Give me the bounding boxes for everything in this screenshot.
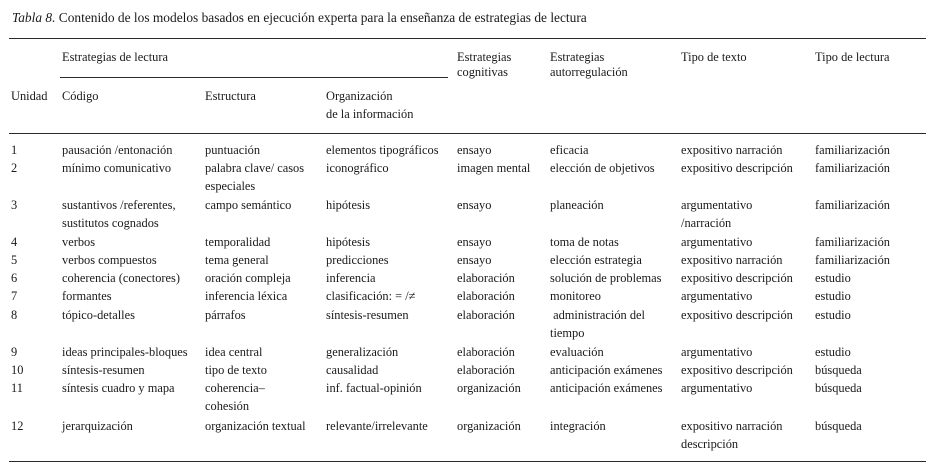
cell-organizacion-line: inferencia: [326, 271, 376, 285]
cell-estructura: [205, 141, 260, 159]
cell-cognitivas: [457, 361, 515, 379]
cell-estructura-line: campo semántico: [205, 198, 292, 212]
cell-estructura: [205, 417, 306, 435]
cell-tipo-texto-line: argumentativo: [681, 198, 753, 212]
cell-tipo-lectura-line: estudio: [815, 308, 851, 322]
cell-estructura-line: organización textual: [205, 419, 306, 433]
cell-estructura-line: inferencia léxica: [205, 289, 288, 303]
cell-cognitivas-line: ensayo: [457, 235, 492, 249]
cell-estructura-line: idea central: [205, 345, 263, 359]
cell-tipo-lectura-line: estudio: [815, 345, 851, 359]
cell-autorregulacion-line: evaluación: [550, 345, 604, 359]
table-top-rule: [9, 38, 926, 39]
cell-estructura-line: cohesión: [205, 399, 250, 413]
cell-tipo-texto-line: argumentativo: [681, 235, 753, 249]
cell-organizacion-line: hipótesis: [326, 198, 371, 212]
cell-codigo-line: síntesis cuadro y mapa: [62, 381, 175, 395]
cell-tipo-lectura: [815, 269, 851, 287]
cell-codigo: [62, 159, 171, 177]
cell-codigo-line: formantes: [62, 289, 112, 303]
cell-autorregulacion: [550, 306, 645, 342]
cell-cognitivas: [457, 343, 515, 361]
cell-organizacion: [326, 159, 389, 177]
cell-tipo-lectura: [815, 141, 890, 159]
cell-unidad: 10: [11, 363, 24, 377]
cell-estructura-line: tema general: [205, 253, 269, 267]
cell-tipo-lectura-line: búsqueda: [815, 381, 862, 395]
cell-estructura: [205, 233, 270, 251]
cell-tipo-texto-line: argumentativo: [681, 381, 753, 395]
cell-cognitivas: [457, 251, 491, 269]
cell-cognitivas: [457, 379, 521, 397]
cell-organizacion-line: síntesis-resumen: [326, 308, 409, 322]
cell-autorregulacion-line: anticipación exámenes: [550, 363, 663, 377]
cell-organizacion: [326, 306, 409, 324]
cell-tipo-texto-line: argumentativo: [681, 289, 753, 303]
cell-organizacion: [326, 361, 378, 379]
cell-organizacion: [326, 417, 428, 435]
cell-cognitivas: [457, 141, 491, 159]
cell-estructura: [205, 379, 265, 415]
cell-unidad: 12: [11, 419, 24, 433]
cell-tipo-lectura-line: estudio: [815, 289, 851, 303]
cell-unidad: 8: [11, 308, 18, 322]
cell-codigo: [62, 141, 172, 159]
cell-estructura: [205, 196, 291, 214]
header-bottom-rule: [9, 133, 926, 134]
cell-tipo-lectura: [815, 233, 890, 251]
header-autorregulacion-line2: autorregulación: [550, 65, 628, 79]
cell-autorregulacion-line: integración: [550, 419, 606, 433]
cell-autorregulacion: [550, 379, 663, 397]
cell-codigo: [62, 233, 95, 251]
cell-cognitivas: [457, 233, 491, 251]
cell-estructura-line: puntuación: [205, 143, 261, 157]
cell-codigo: [62, 196, 176, 232]
cell-tipo-lectura-line: familiarización: [815, 253, 890, 267]
cell-estructura: [205, 159, 304, 195]
cell-cognitivas: [457, 196, 491, 214]
header-codigo: Código: [62, 89, 99, 103]
cell-codigo: [62, 287, 112, 305]
cell-organizacion-line: causalidad: [326, 363, 379, 377]
cell-cognitivas-line: organización: [457, 381, 521, 395]
cell-tipo-lectura: [815, 306, 851, 324]
cell-cognitivas-line: elaboración: [457, 363, 515, 377]
cell-tipo-lectura-line: estudio: [815, 271, 851, 285]
cell-cognitivas: [457, 287, 515, 305]
cell-organizacion: [326, 269, 376, 287]
cell-codigo: [62, 306, 135, 324]
cell-cognitivas-line: organización: [457, 419, 521, 433]
cell-tipo-texto-line: expositivo narración: [681, 143, 783, 157]
cell-cognitivas-line: elaboración: [457, 308, 515, 322]
header-organizacion-line2: de la información: [326, 107, 414, 121]
cell-tipo-lectura: [815, 287, 851, 305]
header-autorregulacion-line1: Estrategias: [550, 50, 605, 64]
cell-tipo-lectura-line: búsqueda: [815, 363, 862, 377]
cell-unidad: 7: [11, 289, 18, 303]
cell-cognitivas: [457, 306, 515, 324]
cell-autorregulacion: [550, 196, 604, 214]
cell-tipo-lectura: [815, 361, 862, 379]
cell-organizacion: [326, 196, 370, 214]
cell-cognitivas-line: elaboración: [457, 345, 515, 359]
cell-codigo: [62, 251, 157, 269]
header-estrategias-lectura: Estrategias de lectura: [62, 50, 168, 64]
cell-organizacion-line: elementos tipográficos: [326, 143, 439, 157]
cell-codigo-line: verbos: [62, 235, 96, 249]
cell-autorregulacion: [550, 343, 604, 361]
header-unidad: Unidad: [11, 89, 48, 103]
cell-estructura-line: párrafos: [205, 308, 246, 322]
cell-codigo-line: sustitutos cognados: [62, 216, 159, 230]
cell-autorregulacion: [550, 233, 619, 251]
header-autorregulacion: [550, 48, 628, 81]
cell-estructura: [205, 361, 267, 379]
header-tipo-lectura: Tipo de lectura: [815, 50, 890, 64]
cell-unidad: 9: [11, 345, 18, 359]
cell-unidad: 3: [11, 198, 18, 212]
cell-autorregulacion-line: monitoreo: [550, 289, 601, 303]
cell-tipo-texto: [681, 361, 793, 379]
cell-organizacion-line: clasificación: = /≠: [326, 289, 416, 303]
cell-autorregulacion: [550, 417, 606, 435]
cell-unidad: 2: [11, 161, 18, 175]
cell-codigo-line: coherencia (conectores): [62, 271, 180, 285]
cell-codigo-line: jerarquización: [62, 419, 133, 433]
cell-autorregulacion: [550, 361, 663, 379]
cell-autorregulacion: [550, 141, 589, 159]
cell-cognitivas-line: ensayo: [457, 253, 492, 267]
table-label: Tabla 8.: [12, 10, 56, 25]
cell-organizacion-line: predicciones: [326, 253, 389, 267]
cell-tipo-texto: [681, 159, 793, 177]
cell-cognitivas-line: ensayo: [457, 198, 492, 212]
header-cognitivas: [457, 48, 511, 81]
cell-tipo-texto: [681, 233, 752, 251]
cell-unidad: 11: [11, 381, 23, 395]
cell-tipo-lectura: [815, 379, 862, 397]
table-bottom-rule: [9, 461, 926, 462]
cell-tipo-texto: [681, 196, 752, 232]
cell-estructura: [205, 269, 291, 287]
cell-organizacion-line: hipótesis: [326, 235, 371, 249]
header-organizacion-line1: Organización: [326, 89, 393, 103]
cell-organizacion-line: relevante/irrelevante: [326, 419, 428, 433]
cell-unidad: 5: [11, 253, 18, 267]
header-cognitivas-line2: cognitivas: [457, 65, 508, 79]
cell-autorregulacion: [550, 269, 662, 287]
cell-organizacion: [326, 287, 415, 305]
cell-organizacion-line: iconográfico: [326, 161, 389, 175]
cell-estructura-line: palabra clave/ casos: [205, 161, 305, 175]
cell-tipo-texto-line: descripción: [681, 437, 739, 451]
cell-cognitivas: [457, 269, 515, 287]
cell-estructura-line: temporalidad: [205, 235, 271, 249]
header-estructura: Estructura: [205, 89, 256, 103]
cell-codigo-line: verbos compuestos: [62, 253, 157, 267]
cell-organizacion: [326, 343, 398, 361]
cell-autorregulacion-line: eficacia: [550, 143, 589, 157]
cell-tipo-texto-line: expositivo descripción: [681, 363, 793, 377]
cell-organizacion: [326, 251, 389, 269]
cell-tipo-texto: [681, 141, 783, 159]
cell-unidad: 6: [11, 271, 18, 285]
cell-tipo-texto: [681, 251, 783, 269]
cell-tipo-lectura: [815, 343, 851, 361]
cell-unidad: 4: [11, 235, 18, 249]
cell-autorregulacion-line: planeación: [550, 198, 604, 212]
cell-autorregulacion: [550, 251, 642, 269]
cell-tipo-texto: [681, 343, 752, 361]
cell-autorregulacion: [550, 287, 601, 305]
header-organizacion: [326, 87, 413, 123]
cell-estructura-line: especiales: [205, 179, 256, 193]
cell-tipo-texto-line: expositivo narración: [681, 419, 783, 433]
cell-autorregulacion-line: elección de objetivos: [550, 161, 655, 175]
header-tipo-texto: Tipo de texto: [681, 50, 747, 64]
cell-tipo-lectura: [815, 196, 890, 214]
cell-autorregulacion-line: solución de problemas: [550, 271, 662, 285]
cell-tipo-texto: [681, 287, 752, 305]
cell-codigo-line: mínimo comunicativo: [62, 161, 172, 175]
cell-tipo-texto-line: expositivo narración: [681, 253, 783, 267]
cell-estructura: [205, 251, 269, 269]
cell-cognitivas-line: elaboración: [457, 289, 515, 303]
cell-tipo-lectura: [815, 159, 890, 177]
cell-organizacion: [326, 233, 370, 251]
cell-autorregulacion: [550, 159, 655, 177]
cell-tipo-texto: [681, 269, 793, 287]
cell-tipo-texto: [681, 306, 793, 324]
cell-estructura: [205, 287, 287, 305]
cell-codigo: [62, 361, 145, 379]
cell-cognitivas: [457, 417, 521, 435]
cell-tipo-lectura: [815, 251, 890, 269]
cell-estructura-line: coherencia–: [205, 381, 265, 395]
cell-tipo-texto-line: argumentativo: [681, 345, 753, 359]
cell-tipo-lectura-line: familiarización: [815, 235, 890, 249]
cell-codigo-line: tópico-detalles: [62, 308, 135, 322]
cell-autorregulacion-line: tiempo: [550, 326, 585, 340]
cell-tipo-texto-line: expositivo descripción: [681, 271, 793, 285]
cell-cognitivas-line: imagen mental: [457, 161, 531, 175]
cell-estructura: [205, 306, 246, 324]
header-group-rule: [60, 77, 448, 78]
cell-cognitivas: [457, 159, 530, 177]
cell-estructura: [205, 343, 262, 361]
cell-codigo: [62, 379, 175, 397]
header-cognitivas-line1: Estrategias: [457, 50, 512, 64]
cell-codigo-line: sustantivos /referentes,: [62, 198, 176, 212]
cell-organizacion-line: generalización: [326, 345, 399, 359]
cell-unidad: 1: [11, 143, 18, 157]
cell-tipo-texto-line: expositivo descripción: [681, 308, 793, 322]
cell-codigo-line: pausación /entonación: [62, 143, 173, 157]
table-title: Contenido de los modelos basados en ejecución experta para la enseñanza de estrategias de lectura: [58, 10, 587, 25]
cell-codigo: [62, 269, 180, 287]
cell-tipo-lectura-line: familiarización: [815, 198, 890, 212]
cell-organizacion: [326, 141, 439, 159]
table-caption: [12, 9, 587, 27]
cell-organizacion-line: inf. factual-opinión: [326, 381, 422, 395]
cell-tipo-lectura-line: familiarización: [815, 143, 890, 157]
cell-codigo-line: ideas principales-bloques: [62, 345, 188, 359]
cell-estructura-line: oración compleja: [205, 271, 291, 285]
cell-cognitivas-line: ensayo: [457, 143, 492, 157]
cell-tipo-lectura-line: familiarización: [815, 161, 890, 175]
cell-autorregulacion-line: toma de notas: [550, 235, 619, 249]
cell-cognitivas-line: elaboración: [457, 271, 515, 285]
cell-autorregulacion-line: administración del: [550, 308, 645, 322]
cell-tipo-texto-line: expositivo descripción: [681, 161, 793, 175]
cell-codigo: [62, 417, 133, 435]
cell-tipo-lectura-line: búsqueda: [815, 419, 862, 433]
cell-tipo-texto: [681, 417, 783, 453]
cell-tipo-texto: [681, 379, 752, 397]
cell-organizacion: [326, 379, 422, 397]
cell-autorregulacion-line: elección estrategia: [550, 253, 642, 267]
cell-codigo: [62, 343, 188, 361]
cell-tipo-texto-line: /narración: [681, 216, 732, 230]
cell-codigo-line: síntesis-resumen: [62, 363, 145, 377]
cell-tipo-lectura: [815, 417, 862, 435]
cell-autorregulacion-line: anticipación exámenes: [550, 381, 663, 395]
cell-estructura-line: tipo de texto: [205, 363, 267, 377]
